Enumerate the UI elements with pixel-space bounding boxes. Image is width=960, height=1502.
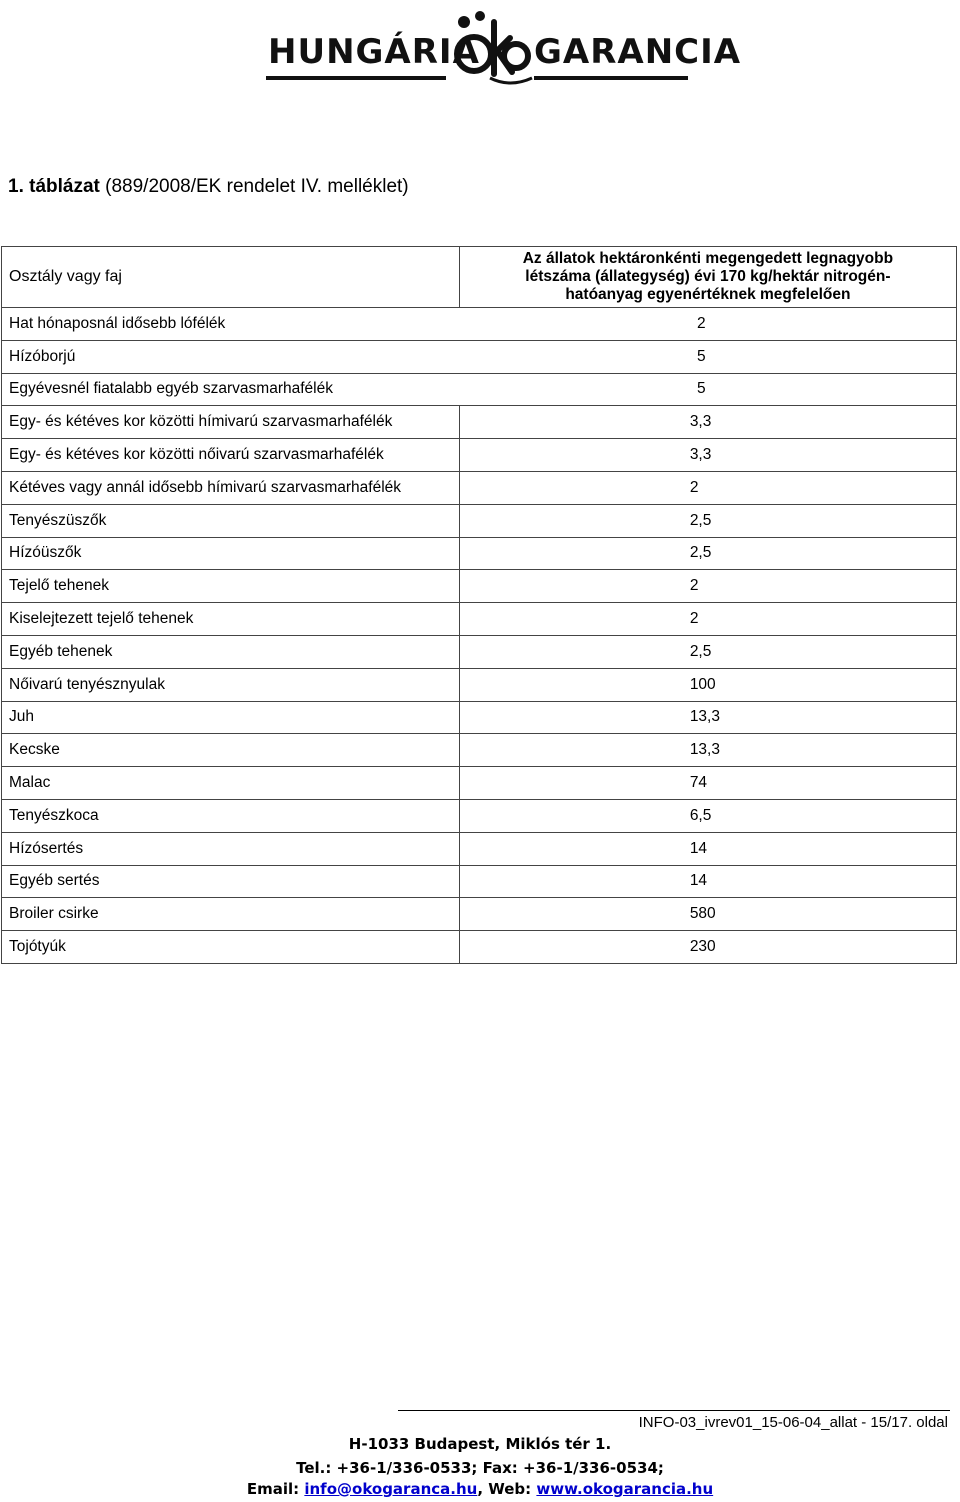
livestock-density-table bbox=[1, 246, 957, 964]
table-row bbox=[2, 931, 957, 964]
row-value: 2,5 bbox=[459, 504, 956, 537]
table-row bbox=[2, 701, 957, 734]
row-value: 100 bbox=[459, 668, 956, 701]
row-value: 6,5 bbox=[459, 799, 956, 832]
document-id: INFO-03_ivrev01_15-06-04_allat - 15/17. oldal bbox=[638, 1414, 948, 1431]
email-label: Email: bbox=[246, 1480, 305, 1498]
table-row bbox=[2, 799, 957, 832]
row-value: 230 bbox=[459, 931, 956, 964]
table-row bbox=[2, 865, 957, 898]
footer-divider bbox=[398, 1410, 950, 1411]
row-value: 14 bbox=[459, 832, 956, 865]
row-name: Hat hónaposnál idősebb lófélék bbox=[9, 314, 226, 332]
merged-row-cell bbox=[2, 308, 957, 341]
row-name: Broiler csirke bbox=[2, 898, 460, 931]
table-row bbox=[2, 898, 957, 931]
footer-address: H-1033 Budapest, Miklós tér 1. bbox=[348, 1435, 612, 1453]
company-logo bbox=[262, 8, 742, 92]
row-name: Egyéb sertés bbox=[2, 865, 460, 898]
row-name: Egy- és kétéves kor közötti hímivarú szarvasmarhafélék bbox=[2, 406, 460, 439]
row-value: 580 bbox=[459, 898, 956, 931]
row-name: Hízóüszők bbox=[2, 537, 460, 570]
table-row bbox=[2, 570, 957, 603]
row-value: 14 bbox=[459, 865, 956, 898]
row-name: Egyéb tehenek bbox=[2, 635, 460, 668]
row-name: Juh bbox=[2, 701, 460, 734]
web-link[interactable]: www.okogarancia.hu bbox=[536, 1480, 714, 1498]
table-row bbox=[2, 439, 957, 472]
row-value: 5 bbox=[697, 380, 706, 398]
row-name: Tenyészkoca bbox=[2, 799, 460, 832]
title-reference: (889/2008/EK rendelet IV. melléklet) bbox=[99, 176, 409, 197]
web-label: , Web: bbox=[477, 1480, 537, 1498]
page-title bbox=[8, 174, 409, 200]
merged-row-cell bbox=[2, 340, 957, 373]
row-name: Kecske bbox=[2, 734, 460, 767]
table-row bbox=[2, 340, 957, 373]
row-name: Malac bbox=[2, 767, 460, 800]
row-value: 13,3 bbox=[459, 701, 956, 734]
row-value: 3,3 bbox=[459, 439, 956, 472]
table-row bbox=[2, 537, 957, 570]
footer-contact bbox=[0, 1480, 960, 1498]
row-value: 13,3 bbox=[459, 734, 956, 767]
row-name: Tejelő tehenek bbox=[2, 570, 460, 603]
merged-row-cell bbox=[2, 373, 957, 406]
table-row bbox=[2, 767, 957, 800]
logo-underline-left bbox=[266, 76, 446, 80]
row-name: Tenyészüszők bbox=[2, 504, 460, 537]
table-row bbox=[2, 504, 957, 537]
oko-logo-mark-icon bbox=[450, 8, 534, 92]
footer-phone: Tel.: +36-1/336-0533; Fax: +36-1/336-0534; bbox=[296, 1459, 664, 1477]
logo-word-left: HUNGÁRIA bbox=[268, 32, 480, 72]
row-value: 2 bbox=[697, 314, 706, 332]
table-row bbox=[2, 668, 957, 701]
row-name: Kétéves vagy annál idősebb hímivarú szarvasmarhafélék bbox=[2, 471, 460, 504]
table-row bbox=[2, 471, 957, 504]
table-row bbox=[2, 734, 957, 767]
row-value: 74 bbox=[459, 767, 956, 800]
table-row bbox=[2, 832, 957, 865]
email-link[interactable]: info@okogaranca.hu bbox=[304, 1480, 478, 1498]
row-name: Nőivarú tenyésznyulak bbox=[2, 668, 460, 701]
row-name: Egy- és kétéves kor közötti nőivarú szarvasmarhafélék bbox=[2, 439, 460, 472]
header-max-livestock: Az állatok hektáronkénti megengedett legnagyobb létszáma (állategység) évi 170 kg/hektár nitrogén-hatóanyag egyenértéknek megfelelően bbox=[459, 247, 956, 308]
table-row bbox=[2, 603, 957, 636]
row-value: 2,5 bbox=[459, 635, 956, 668]
table-row bbox=[2, 406, 957, 439]
table-row bbox=[2, 373, 957, 406]
logo-word-right: GARANCIA bbox=[534, 32, 742, 72]
row-value: 2 bbox=[459, 471, 956, 504]
table-header-row bbox=[2, 247, 957, 308]
row-name: Egyévesnél fiatalabb egyéb szarvasmarhafélék bbox=[9, 380, 333, 398]
row-value: 2 bbox=[459, 570, 956, 603]
table-row bbox=[2, 308, 957, 341]
row-name: Hízósertés bbox=[2, 832, 460, 865]
row-name: Hízóborjú bbox=[9, 347, 76, 365]
logo-underline-right bbox=[534, 76, 688, 80]
row-value: 3,3 bbox=[459, 406, 956, 439]
row-name: Kiselejtezett tejelő tehenek bbox=[2, 603, 460, 636]
table-row bbox=[2, 635, 957, 668]
row-value: 2 bbox=[459, 603, 956, 636]
header-class-or-species: Osztály vagy faj bbox=[2, 247, 460, 308]
row-value: 5 bbox=[697, 347, 706, 365]
row-name: Tojótyúk bbox=[2, 931, 460, 964]
row-value: 2,5 bbox=[459, 537, 956, 570]
title-number: 1. táblázat bbox=[8, 176, 100, 197]
